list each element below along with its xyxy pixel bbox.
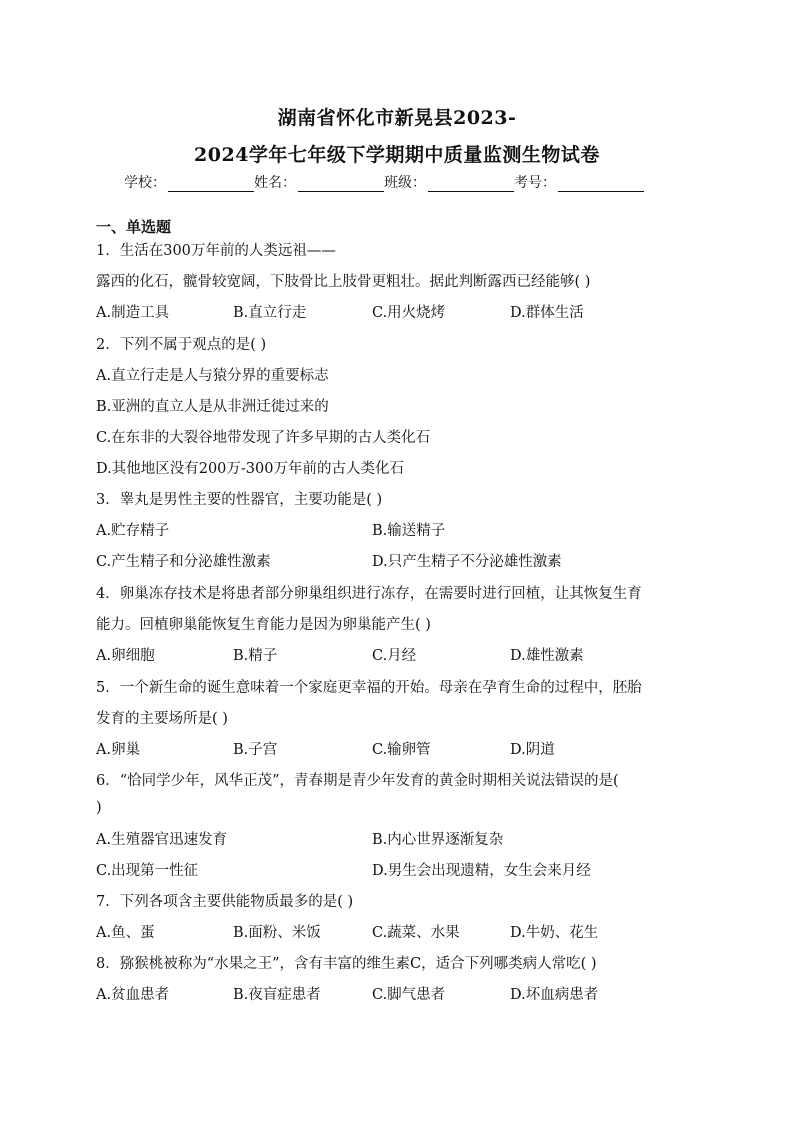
q3-option-c: C.产生精子和分泌雄性激素 [96, 554, 271, 570]
q6-option-b: B.内心世界逐渐复杂 [372, 832, 504, 848]
q2-option-b: B.亚洲的直立人是从非洲迁徙过来的 [96, 399, 329, 415]
q4-stem-line-1: 4．卵巢冻存技术是将患者部分卵巢组织进行冻存，在需要时进行回植，让其恢复生育 [96, 586, 642, 602]
q2-option-a: A.直立行走是人与猿分界的重要标志 [96, 368, 329, 384]
q4-option-c: C.月经 [372, 648, 417, 664]
q8-stem: 8．猕猴桃被称为“水果之王”，含有丰富的维生素C，适合下列哪类病人常吃( ) [96, 956, 597, 972]
q8-option-b: B.夜盲症患者 [233, 987, 321, 1003]
q6-stem-line-2: ) [96, 800, 102, 816]
q1-stem-line-1: 1．生活在300万年前的人类远祖—— [96, 243, 336, 259]
q8-option-c: C.脚气患者 [372, 987, 446, 1003]
q3-option-d: D.只产生精子不分泌雄性激素 [372, 554, 562, 570]
q7-option-b: B.面粉、米饭 [233, 925, 321, 941]
q1-option-d: D.群体生活 [510, 305, 584, 321]
name-field [254, 172, 384, 192]
q4-option-b: B.精子 [233, 648, 278, 664]
q5-option-c: C.输卵管 [372, 742, 431, 758]
q1-option-b: B.直立行走 [233, 305, 307, 321]
q8-option-d: D.坏血病患者 [510, 987, 599, 1003]
q7-option-a: A.鱼、蛋 [96, 925, 155, 941]
q4-option-d: D.雄性激素 [510, 648, 584, 664]
title-line-1: 湖南省怀化市新晃县2023- [277, 107, 517, 129]
q5-option-b: B.子宫 [233, 742, 278, 758]
q3-option-a: A.贮存精子 [96, 523, 170, 539]
exam-number-blank [558, 177, 644, 192]
exam-number-field [514, 172, 644, 192]
class-blank [428, 177, 514, 192]
q3-option-b: B.输送精子 [372, 523, 446, 539]
q4-option-a: A.卵细胞 [96, 648, 155, 664]
q6-option-d: D.男生会出现遗精，女生会来月经 [372, 863, 591, 879]
q4-stem-line-2: 能力。回植卵巢能恢复生育能力是因为卵巢能产生( ) [96, 617, 431, 633]
q6-stem-line-1: 6．“恰同学少年，风华正茂”，青春期是青少年发育的黄金时期相关说法错误的是( [96, 773, 619, 789]
name-blank [298, 177, 384, 192]
school-field [124, 172, 254, 192]
section-heading: 一、单选题 [96, 218, 172, 236]
school-blank [168, 177, 254, 192]
q6-option-a: A.生殖器官迅速发育 [96, 832, 228, 848]
name-label: 姓名： [254, 175, 296, 191]
q1-stem-line-2: 露西的化石，髋骨较宽阔，下肢骨比上肢骨更粗壮。据此判断露西已经能够( ) [96, 274, 591, 290]
q2-option-d: D.其他地区没有200万-300万年前的古人类化石 [96, 461, 404, 477]
q7-option-c: C.蔬菜、水果 [372, 925, 460, 941]
q5-stem-line-2: 发育的主要场所是( ) [96, 711, 228, 727]
q8-option-a: A.贫血患者 [96, 987, 170, 1003]
q2-option-c: C.在东非的大裂谷地带发现了许多早期的古人类化石 [96, 430, 431, 446]
student-info-fields [124, 172, 644, 192]
q2-stem: 2．下列不属于观点的是( ) [96, 337, 267, 353]
q7-option-d: D.牛奶、花生 [510, 925, 599, 941]
q1-option-a: A.制造工具 [96, 305, 170, 321]
q7-stem: 7．下列各项含主要供能物质最多的是( ) [96, 894, 354, 910]
q6-option-c: C.出现第一性征 [96, 863, 199, 879]
school-label: 学校： [124, 175, 166, 191]
exam-number-label: 考号： [514, 175, 556, 191]
q1-option-c: C.用火烧烤 [372, 305, 446, 321]
q5-option-d: D.阴道 [510, 742, 555, 758]
class-field [384, 172, 514, 192]
q5-option-a: A.卵巢 [96, 742, 141, 758]
q5-stem-line-1: 5．一个新生命的诞生意味着一个家庭更幸福的开始。母亲在孕育生命的过程中，胚胎 [96, 680, 642, 696]
class-label: 班级： [384, 175, 426, 191]
q3-stem: 3．睾丸是男性主要的性器官，主要功能是( ) [96, 492, 383, 508]
title-line-2: 2024学年七年级下学期期中质量监测生物试卷 [194, 144, 600, 166]
